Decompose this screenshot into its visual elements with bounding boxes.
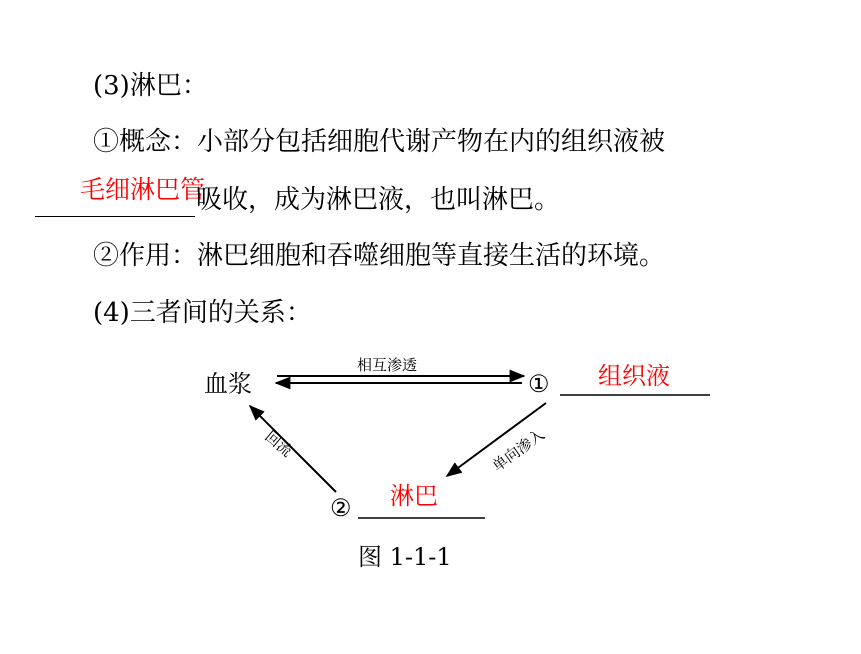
node2-answer: 淋巴 xyxy=(390,482,438,510)
node2-marker: ② xyxy=(330,494,352,522)
node1-marker: ① xyxy=(528,370,550,398)
node-plasma: 血浆 xyxy=(204,370,252,398)
edge-label-return: 回流 xyxy=(261,427,296,461)
answer-capillary: 毛细淋巴管 xyxy=(80,175,206,204)
concept-rest: 吸收，成为淋巴液，也叫淋巴。 xyxy=(196,185,561,215)
node1-answer: 组织液 xyxy=(598,362,670,390)
edge-label-mutual: 相互渗透 xyxy=(357,356,418,374)
heading-lymph: (3)淋巴： xyxy=(93,71,208,101)
heading-relation: (4)三者间的关系： xyxy=(93,298,312,328)
edge-label-one-way: 单向渗入 xyxy=(488,425,548,476)
concept-line: ①概念：小部分包括细胞代谢产物在内的组织液被 xyxy=(93,127,666,157)
figure-caption: 图 1-1-1 xyxy=(358,543,452,571)
function-line: ②作用：淋巴细胞和吞噬细胞等直接生活的环境。 xyxy=(93,241,666,271)
